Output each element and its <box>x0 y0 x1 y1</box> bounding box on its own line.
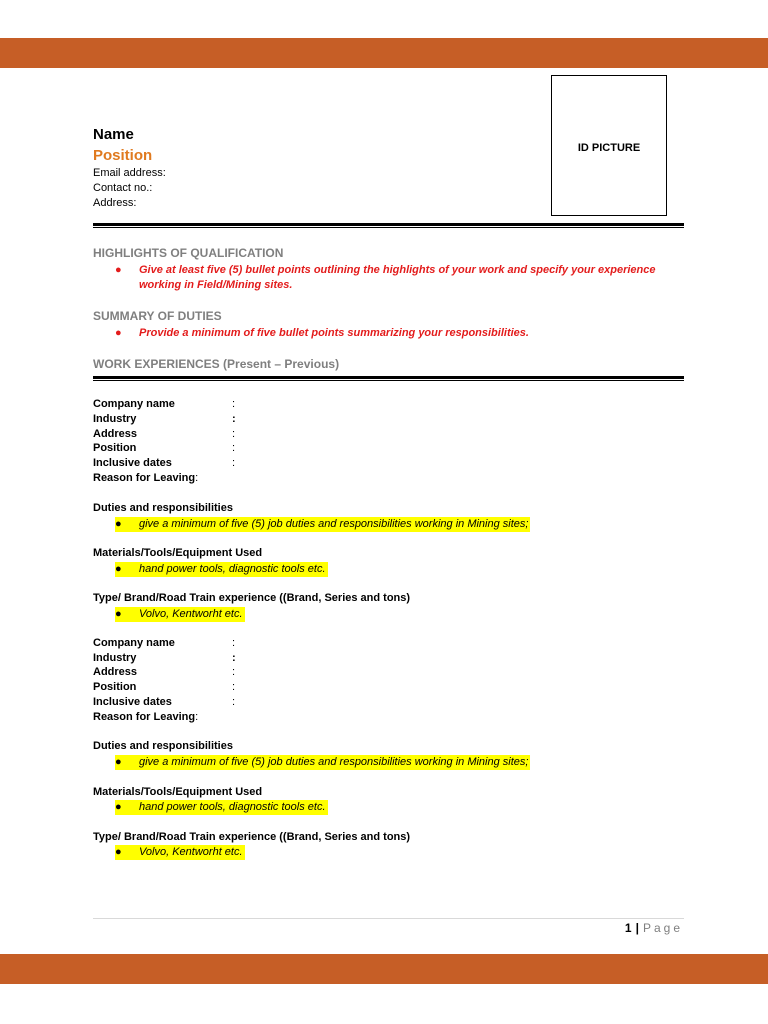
top-orange-band <box>0 38 768 68</box>
summary-bullet-text: Provide a minimum of five bullet points summarizing your responsibilities. <box>139 327 529 339</box>
address-label: Address: <box>93 197 137 209</box>
colon: : <box>232 696 236 708</box>
position-heading: Position <box>93 147 153 164</box>
header-divider <box>93 223 684 228</box>
id-picture-label: ID PICTURE <box>577 142 641 154</box>
contact-label: Contact no.: <box>93 182 153 194</box>
bullet-icon: ● <box>115 801 122 813</box>
type-brand-bullet <box>115 845 245 860</box>
duties-bullet-text: give a minimum of five (5) job duties and responsibilities working in Mining sites; <box>139 756 529 768</box>
colon: : <box>232 413 236 425</box>
bullet-icon: ● <box>115 608 122 620</box>
summary-heading: SUMMARY OF DUTIES <box>93 309 222 323</box>
address-field-label: Address <box>93 428 138 440</box>
colon: : <box>232 652 236 664</box>
page-word: Page <box>642 921 683 935</box>
tools-bullet-text: hand power tools, diagnostic tools etc. <box>139 563 326 575</box>
name-heading: Name <box>93 126 134 143</box>
bullet-icon: ● <box>115 518 122 530</box>
reason-for-leaving-text: Reason for Leaving <box>93 711 196 723</box>
inclusive-dates-label: Inclusive dates <box>93 696 172 708</box>
tools-bullet-text: hand power tools, diagnostic tools etc. <box>139 801 326 813</box>
colon: : <box>232 442 236 454</box>
tools-heading: Materials/Tools/Equipment Used <box>93 547 263 559</box>
colon: : <box>195 711 199 723</box>
duties-bullet <box>115 755 530 770</box>
reason-for-leaving-label <box>93 710 198 725</box>
footer-divider <box>93 918 684 919</box>
highlights-bullet-line2: working in Field/Mining sites. <box>139 279 293 291</box>
bullet-icon: ● <box>115 846 122 858</box>
position-field-label: Position <box>93 442 137 454</box>
highlights-bullet <box>115 263 675 293</box>
industry-label: Industry <box>93 652 137 664</box>
bullet-icon: ● <box>115 563 122 575</box>
tools-heading: Materials/Tools/Equipment Used <box>93 786 263 798</box>
work-divider <box>93 376 684 381</box>
colon: : <box>232 637 236 649</box>
colon: : <box>232 666 236 678</box>
company-name-label: Company name <box>93 637 175 649</box>
duties-bullet-text: give a minimum of five (5) job duties and responsibilities working in Mining sites; <box>139 518 529 530</box>
page-number <box>625 921 683 935</box>
duties-heading: Duties and responsibilities <box>93 502 233 514</box>
industry-label: Industry <box>93 413 137 425</box>
colon: : <box>232 457 236 469</box>
colon: : <box>232 681 236 693</box>
bullet-icon: ● <box>115 756 122 768</box>
id-picture-box <box>551 75 667 216</box>
duties-heading: Duties and responsibilities <box>93 740 233 752</box>
tools-bullet <box>115 562 328 577</box>
colon: : <box>195 472 199 484</box>
type-brand-bullet-text: Volvo, Kentworht etc. <box>139 846 243 858</box>
page-number-value: 1 <box>624 921 632 935</box>
page-separator: | <box>635 921 639 935</box>
bullet-icon: ● <box>115 327 122 339</box>
summary-bullet <box>115 326 675 341</box>
colon: : <box>232 428 236 440</box>
type-brand-bullet <box>115 607 245 622</box>
address-field-label: Address <box>93 666 138 678</box>
inclusive-dates-label: Inclusive dates <box>93 457 172 469</box>
type-brand-bullet-text: Volvo, Kentworht etc. <box>139 608 243 620</box>
highlights-bullet-line1: Give at least five (5) bullet points outlining the highlights of your work and specify your experience <box>139 264 656 276</box>
tools-bullet <box>115 800 328 815</box>
duties-bullet <box>115 517 530 532</box>
type-brand-heading: Type/ Brand/Road Train experience ((Brand, Series and tons) <box>93 592 411 604</box>
bottom-orange-band <box>0 954 768 984</box>
reason-for-leaving-text: Reason for Leaving <box>93 472 196 484</box>
colon: : <box>232 398 236 410</box>
bullet-icon: ● <box>115 264 122 276</box>
highlights-heading: HIGHLIGHTS OF QUALIFICATION <box>93 246 284 260</box>
work-experiences-heading: WORK EXPERIENCES (Present – Previous) <box>93 357 340 371</box>
email-label: Email address: <box>93 167 166 179</box>
company-name-label: Company name <box>93 398 175 410</box>
reason-for-leaving-label <box>93 471 198 486</box>
position-field-label: Position <box>93 681 137 693</box>
type-brand-heading: Type/ Brand/Road Train experience ((Brand, Series and tons) <box>93 831 411 843</box>
